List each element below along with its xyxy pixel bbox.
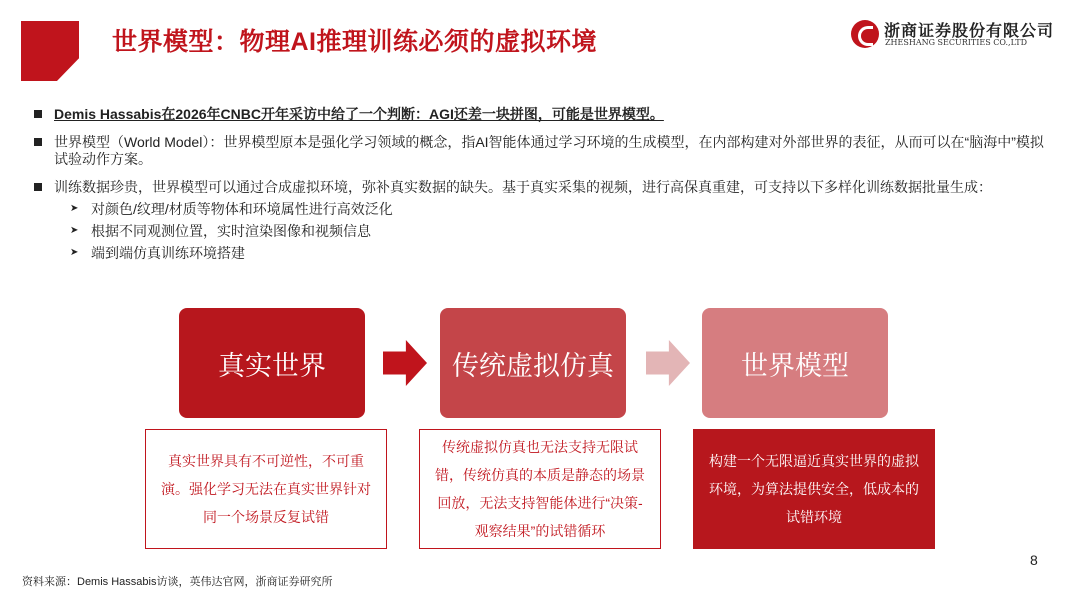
square-bullet-icon <box>34 110 42 118</box>
arrowhead-bullet-icon: ➤ <box>70 225 79 236</box>
flow-box-real-world: 真实世界 <box>179 308 365 418</box>
bullet-text: 训练数据珍贵，世界模型可以通过合成虚拟环境，弥补真实数据的缺失。基于真实采集的视频，进行高保真重建，可支持以下多样化训练数据批量生成： <box>54 179 992 195</box>
source-note: 资料来源：Demis Hassabis访谈，英伟达官网，浙商证券研究所 <box>22 576 333 588</box>
bullet-list <box>34 106 1044 273</box>
flow-description-real-world <box>145 429 387 549</box>
bullet-item <box>34 106 1044 123</box>
sub-bullet-text: 根据不同观测位置，实时渲染图像和视频信息 <box>91 223 371 239</box>
corner-accent-block <box>21 21 79 81</box>
flow-box-world-model: 世界模型 <box>702 308 888 418</box>
flow-description-world-model <box>693 429 935 549</box>
arrowhead-bullet-icon: ➤ <box>70 203 79 214</box>
bullet-item <box>34 134 1044 168</box>
square-bullet-icon <box>34 138 42 146</box>
sub-bullet-item <box>54 200 1044 218</box>
arrowhead-bullet-icon: ➤ <box>70 247 79 258</box>
bullet-text: 世界模型（World Model）：世界模型原本是强化学习领域的概念，指AI智能体通过学习环境的生成模型，在内部构建对外部世界的表征，从而可以在“脑海中”模拟试验动作方案。 <box>54 134 1044 167</box>
flow-description-traditional-simulation <box>419 429 661 549</box>
logo-mark-icon <box>851 20 879 48</box>
sub-bullet-item <box>54 244 1044 262</box>
description-text: 真实世界具有不可逆性，不可重演。强化学习无法在真实世界针对同一个场景反复试错 <box>161 453 371 525</box>
right-arrow-icon <box>383 340 427 386</box>
description-text: 传统虚拟仿真也无法支持无限试错，传统仿真的本质是静态的场景回放，无法支持智能体进行“决策-观察结果”的试错循环 <box>435 439 645 539</box>
sub-bullet-item <box>54 222 1044 240</box>
page-title: 世界模型：物理AI推理训练必须的虚拟环境 <box>112 28 598 56</box>
sub-bullet-text: 端到端仿真训练环境搭建 <box>91 245 245 261</box>
logo-chinese-name: 浙商证券股份有限公司 <box>884 23 1055 40</box>
description-text: 构建一个无限逼近真实世界的虚拟环境，为算法提供安全，低成本的试错环境 <box>709 453 919 525</box>
bullet-item <box>34 179 1044 262</box>
company-logo <box>851 18 1055 54</box>
square-bullet-icon <box>34 183 42 191</box>
sub-bullet-list <box>54 200 1044 262</box>
flow-box-traditional-simulation: 传统虚拟仿真 <box>440 308 626 418</box>
page-number: 8 <box>1030 552 1038 568</box>
right-arrow-icon <box>646 340 690 386</box>
bullet-text: Demis Hassabis在2026年CNBC开年采访中给了一个判断：AGI还差一块拼图，可能是世界模型。 <box>54 106 664 122</box>
sub-bullet-text: 对颜色/纹理/材质等物体和环境属性进行高效泛化 <box>91 201 393 217</box>
logo-english-name: ZHESHANG SECURITIES CO.,LTD <box>885 38 1027 47</box>
